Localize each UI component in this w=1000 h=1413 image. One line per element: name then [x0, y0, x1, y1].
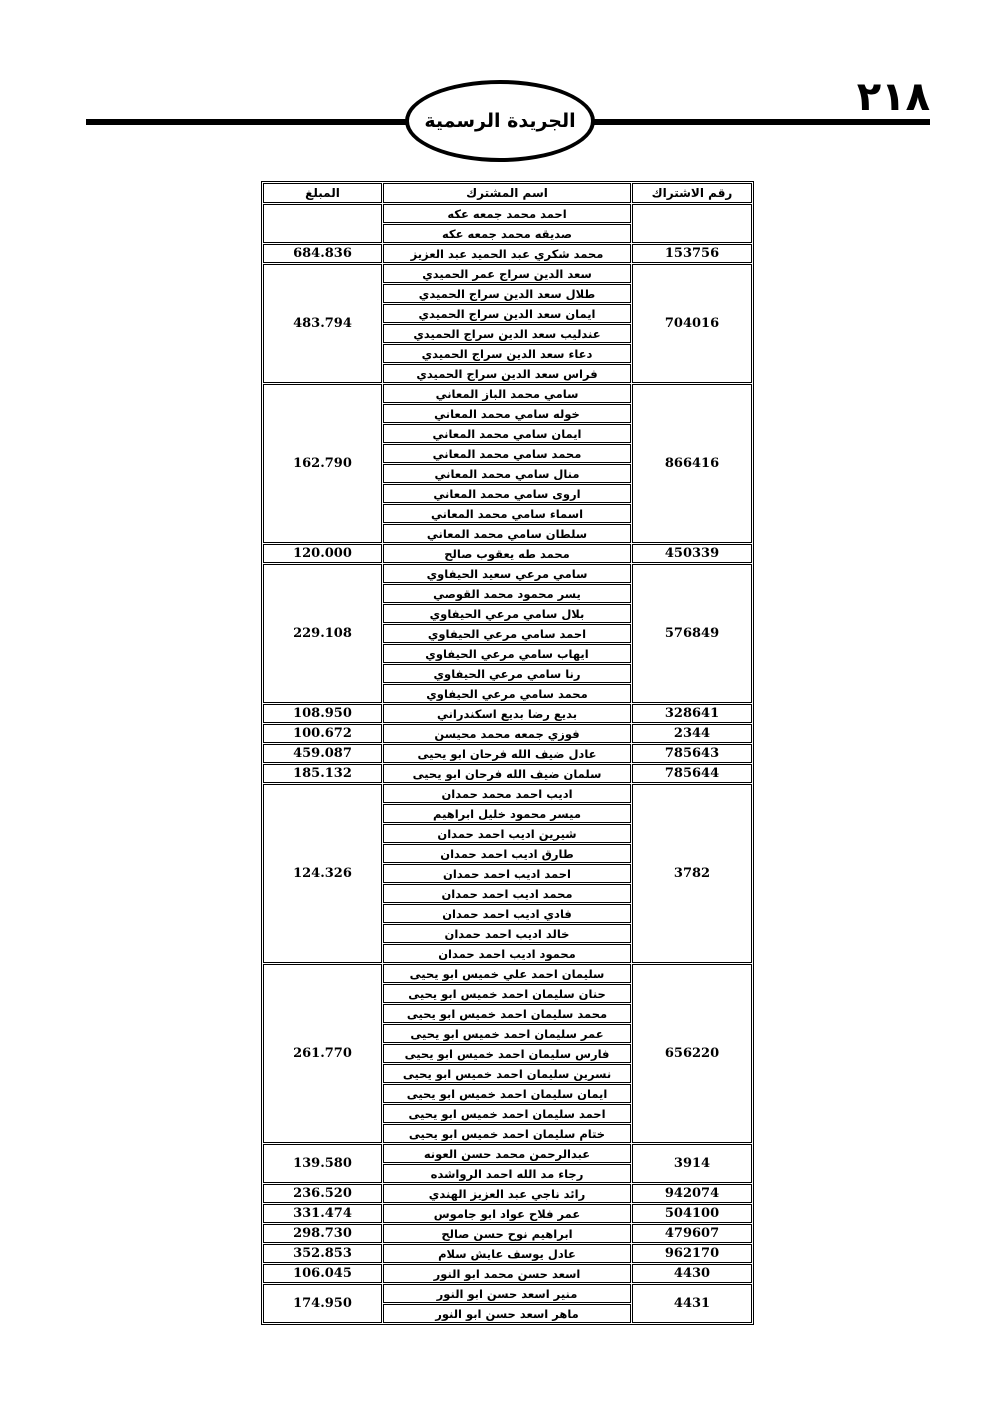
subscriber-name: منال سامي محمد المعاني [383, 464, 631, 483]
subscriber-name: عندليب سعد الدين سراج الحميدي [383, 324, 631, 343]
header-subscription: رقم الاشتراك [632, 183, 752, 203]
table-row [263, 1184, 752, 1203]
subscriber-name: احمد سامي مرعي الحيفاوي [383, 624, 631, 643]
table-row [263, 704, 752, 723]
header-name: اسم المشترك [383, 183, 631, 203]
subscription-number: 785643 [632, 744, 752, 763]
amount: 139.580 [263, 1144, 382, 1183]
subscriber-name: سامي محمد الباز المعاني [383, 384, 631, 403]
subscriber-name: عادل يوسف عايش سلام [383, 1244, 631, 1263]
table-row [263, 744, 752, 763]
subscription-number: 3782 [632, 784, 752, 963]
subscription-number: 576849 [632, 564, 752, 703]
amount [263, 204, 382, 243]
subscription-number: 153756 [632, 244, 752, 263]
table-row [263, 1244, 752, 1263]
subscriber-name: محمد شكري عبد الحميد عبد العزيز [383, 244, 631, 263]
page-number: ٢١٨ [856, 74, 930, 120]
subscription-number: 866416 [632, 384, 752, 543]
subscriber-name: سامي مرعي سعيد الحيفاوي [383, 564, 631, 583]
subscriber-name: محمد اديب احمد حمدان [383, 884, 631, 903]
amount: 684.836 [263, 244, 382, 263]
subscription-number: 785644 [632, 764, 752, 783]
subscriber-name: خوله سامي محمد المعاني [383, 404, 631, 423]
header-oval [405, 80, 595, 162]
table-row [263, 564, 752, 583]
subscription-number: 704016 [632, 264, 752, 383]
subscriber-name: محمود اديب احمد حمدان [383, 944, 631, 963]
subscriber-name: اروى سامي محمد المعاني [383, 484, 631, 503]
amount: 185.132 [263, 764, 382, 783]
subscriber-name: سليمان احمد علي خميس ابو يحيى [383, 964, 631, 983]
subscriber-name: احمد سليمان احمد خميس ابو يحيى [383, 1104, 631, 1123]
table-row [263, 204, 752, 223]
subscription-number: 479607 [632, 1224, 752, 1243]
table-row [263, 764, 752, 783]
amount: 174.950 [263, 1284, 382, 1323]
amount: 483.794 [263, 264, 382, 383]
subscriber-name: رجاء مد الله احمد الرواشده [383, 1164, 631, 1183]
table-row [263, 784, 752, 803]
subscriber-name: نسرين سليمان احمد خميس ابو يحيى [383, 1064, 631, 1083]
table-row [263, 1284, 752, 1303]
amount: 331.474 [263, 1204, 382, 1223]
table-row [263, 544, 752, 563]
subscriber-name: ماهر اسعد حسن ابو النور [383, 1304, 631, 1323]
subscriber-name: محمد سامي مرعي الحيفاوي [383, 684, 631, 703]
subscriber-name: احمد محمد جمعه عكه [383, 204, 631, 223]
subscriber-name: منير اسعد حسن ابو النور [383, 1284, 631, 1303]
subscriber-name: عادل ضيف الله فرحان ابو يحيى [383, 744, 631, 763]
subscriber-name: رائد ناجي عبد العزيز الهندي [383, 1184, 631, 1203]
amount: 120.000 [263, 544, 382, 563]
header-amount: المبلغ [263, 183, 382, 203]
table-header-row [263, 183, 752, 203]
amount: 100.672 [263, 724, 382, 743]
subscriber-name: عمر فلاح عواد ابو جاموس [383, 1204, 631, 1223]
subscriber-name: شيرين اديب احمد حمدان [383, 824, 631, 843]
subscription-number: 962170 [632, 1244, 752, 1263]
table-row [263, 384, 752, 403]
subscriber-name: فوزي جمعه محمد محيسن [383, 724, 631, 743]
table-row [263, 964, 752, 983]
table-row [263, 1204, 752, 1223]
subscriber-name: اسماء سامي محمد المعاني [383, 504, 631, 523]
subscriber-name: محمد سامي محمد المعاني [383, 444, 631, 463]
subscribers-table [261, 181, 754, 1325]
subscriber-name: دعاء سعد الدين سراج الحميدي [383, 344, 631, 363]
subscriber-name: صديقه محمد جمعه عكه [383, 224, 631, 243]
subscription-number: 942074 [632, 1184, 752, 1203]
gazette-title: الجريدة الرسمية [424, 110, 576, 132]
subscriber-name: احمد اديب احمد حمدان [383, 864, 631, 883]
subscription-number: 656220 [632, 964, 752, 1143]
subscription-number: 4431 [632, 1284, 752, 1323]
table-body [263, 204, 752, 1323]
table-row [263, 1224, 752, 1243]
subscriber-name: بلال سامي مرعي الحيفاوي [383, 604, 631, 623]
subscriber-name: سلمان ضيف الله فرحان ابو يحيى [383, 764, 631, 783]
subscriber-name: طلال سعد الدين سراج الحميدي [383, 284, 631, 303]
subscriber-name: محمد طه يعقوب صالح [383, 544, 631, 563]
subscriber-name: محمد سليمان احمد خميس ابو يحيى [383, 1004, 631, 1023]
amount: 162.790 [263, 384, 382, 543]
subscriber-name: ميسر محمود خليل ابراهيم [383, 804, 631, 823]
subscriber-name: ختام سليمان احمد خميس ابو يحيى [383, 1124, 631, 1143]
amount: 459.087 [263, 744, 382, 763]
subscriber-name: فادي اديب احمد حمدان [383, 904, 631, 923]
subscriber-name: سعد الدين سراج عمر الحميدي [383, 264, 631, 283]
subscriber-name: رنا سامي مرعي الحيفاوي [383, 664, 631, 683]
subscriber-name: ايهاب سامي مرعي الحيفاوي [383, 644, 631, 663]
subscriber-name: فارس سليمان احمد خميس ابو يحيى [383, 1044, 631, 1063]
subscriber-name: عبدالرحمن محمد حسن العونه [383, 1144, 631, 1163]
subscriber-name: فراس سعد الدين سراج الحميدي [383, 364, 631, 383]
subscriber-name: عمر سليمان احمد خميس ابو يحيى [383, 1024, 631, 1043]
subscription-number [632, 204, 752, 243]
table-row [263, 724, 752, 743]
subscribers-table-wrap [261, 181, 740, 1325]
amount: 352.853 [263, 1244, 382, 1263]
subscription-number: 504100 [632, 1204, 752, 1223]
subscription-number: 328641 [632, 704, 752, 723]
subscriber-name: ايمان سعد الدين سراج الحميدي [383, 304, 631, 323]
subscriber-name: ايمان سليمان احمد خميس ابو يحيى [383, 1084, 631, 1103]
subscription-number: 3914 [632, 1144, 752, 1183]
table-row [263, 244, 752, 263]
subscriber-name: حنان سليمان احمد خميس ابو يحيى [383, 984, 631, 1003]
subscriber-name: اسعد حسن محمد ابو النور [383, 1264, 631, 1283]
table-row [263, 264, 752, 283]
subscription-number: 450339 [632, 544, 752, 563]
subscriber-name: اديب احمد محمد حمدان [383, 784, 631, 803]
table-row [263, 1264, 752, 1283]
subscriber-name: خالد اديب احمد حمدان [383, 924, 631, 943]
subscription-number: 4430 [632, 1264, 752, 1283]
subscriber-name: يسر محمود محمد القوصي [383, 584, 631, 603]
subscriber-name: بديع رضا بديع اسكندراني [383, 704, 631, 723]
amount: 261.770 [263, 964, 382, 1143]
amount: 229.108 [263, 564, 382, 703]
amount: 236.520 [263, 1184, 382, 1203]
amount: 124.326 [263, 784, 382, 963]
subscriber-name: ايمان سامي محمد المعاني [383, 424, 631, 443]
subscriber-name: طارق اديب احمد حمدان [383, 844, 631, 863]
table-row [263, 1144, 752, 1163]
amount: 108.950 [263, 704, 382, 723]
subscriber-name: سلطان سامي محمد المعاني [383, 524, 631, 543]
subscriber-name: ابراهيم نوح حسن صالح [383, 1224, 631, 1243]
amount: 106.045 [263, 1264, 382, 1283]
subscription-number: 2344 [632, 724, 752, 743]
amount: 298.730 [263, 1224, 382, 1243]
